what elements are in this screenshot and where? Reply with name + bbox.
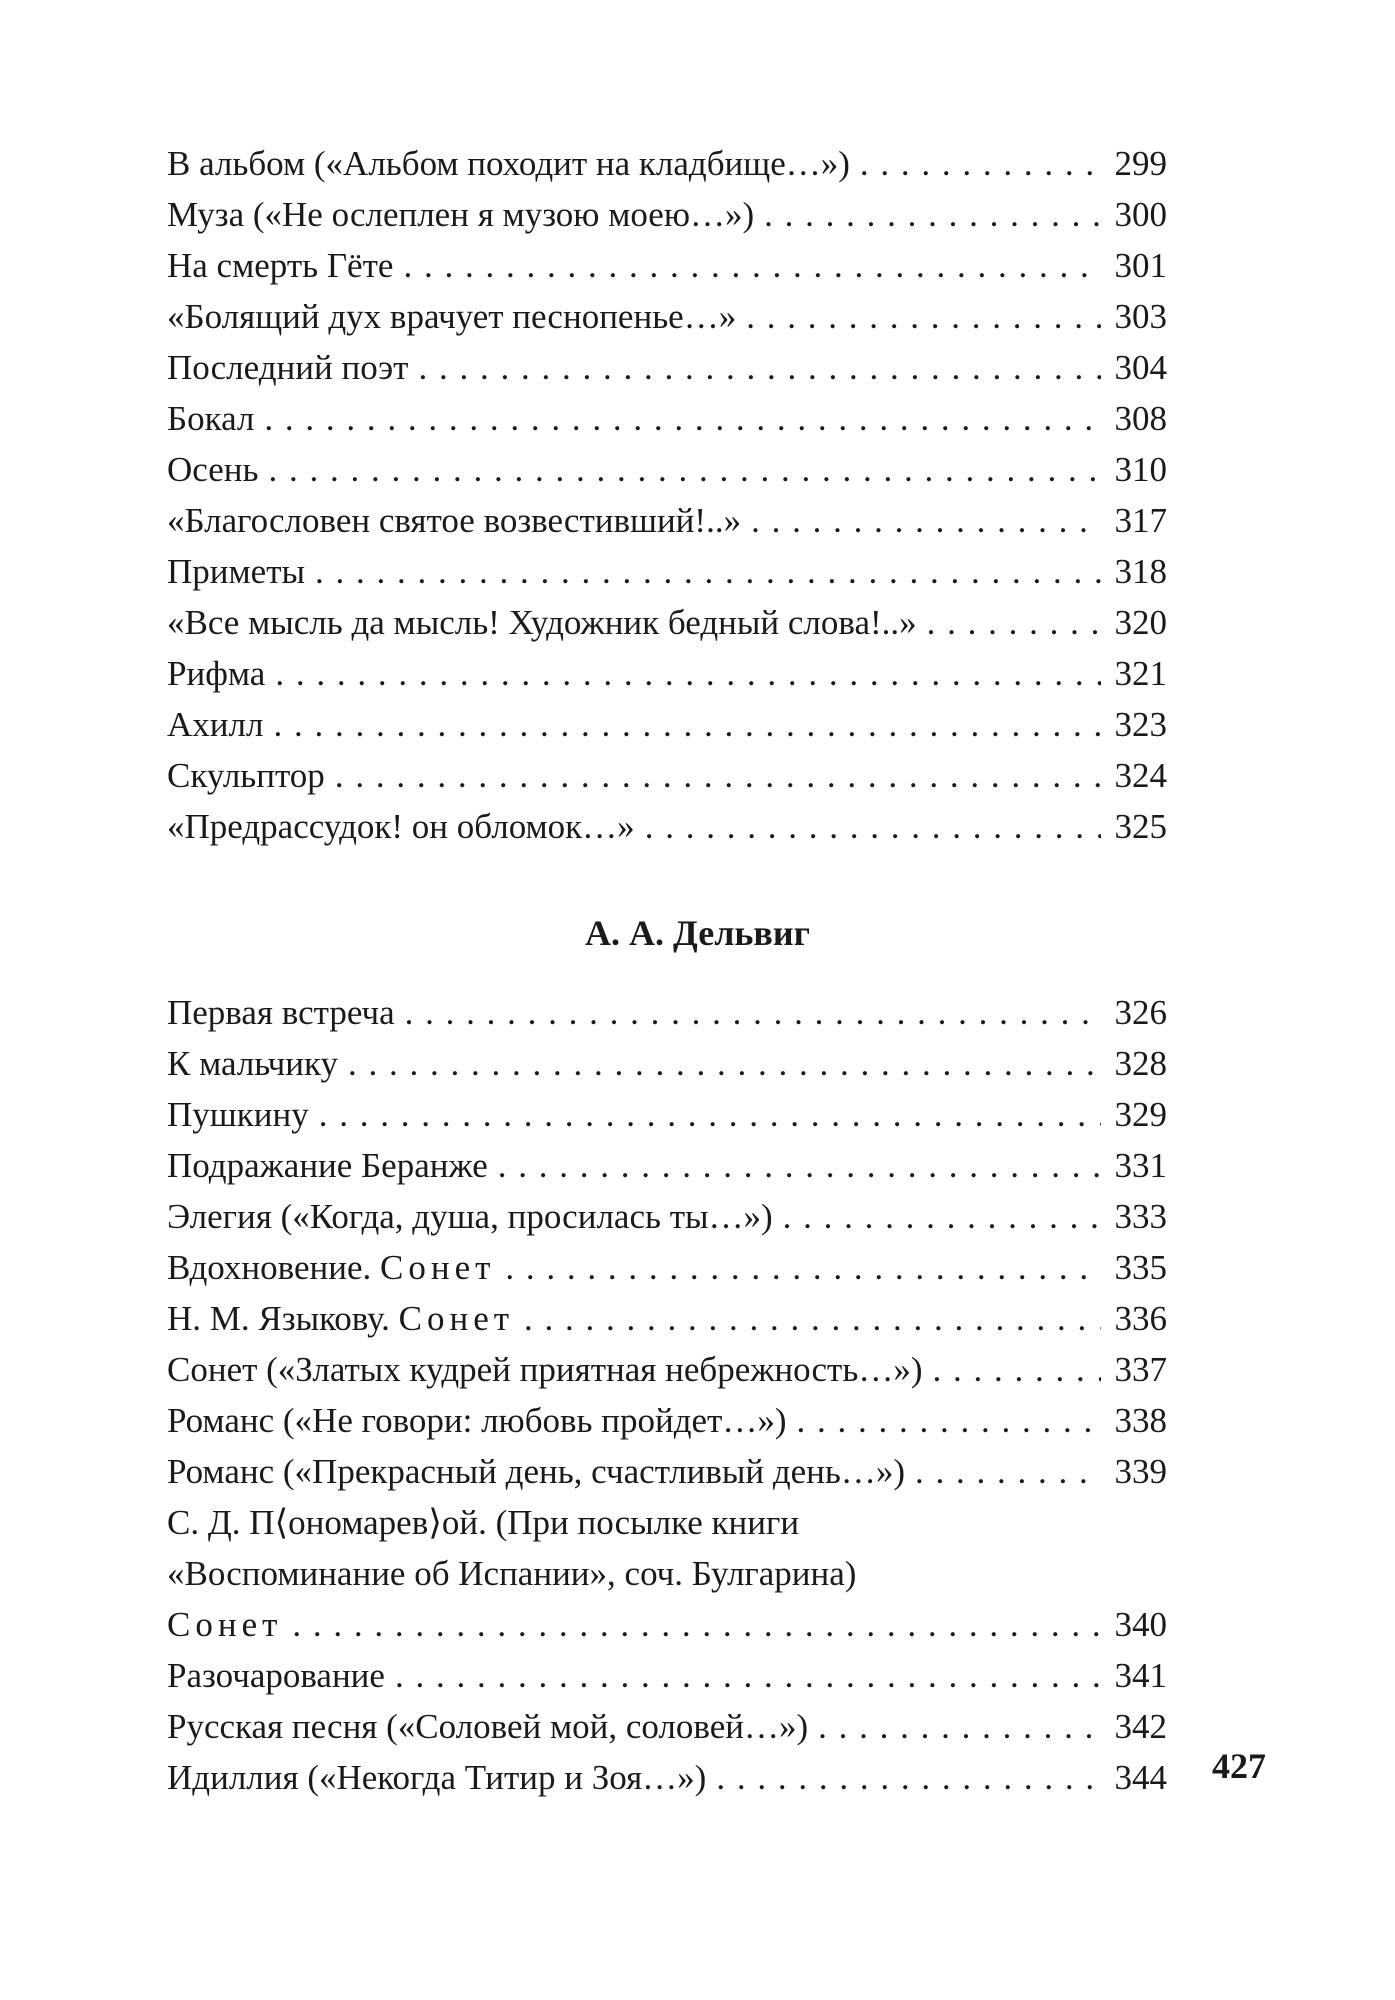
entry-title: К мальчику bbox=[167, 1044, 338, 1083]
entry-page: 326 bbox=[1114, 993, 1167, 1032]
dot-leader bbox=[932, 1344, 1101, 1395]
dot-leader bbox=[275, 648, 1101, 699]
dot-leader bbox=[395, 1650, 1101, 1701]
dot-leader bbox=[505, 1242, 1101, 1293]
dot-leader bbox=[746, 291, 1101, 342]
entry-title: Пушкину bbox=[167, 1095, 309, 1134]
entry-title: Русская песня («Соловей мой, соловей…») bbox=[167, 1707, 809, 1746]
entry-title: «Благословен святое возвестивший!..» bbox=[167, 501, 742, 540]
toc-entry bbox=[167, 1599, 1167, 1650]
dot-leader bbox=[273, 699, 1101, 750]
entry-title: Сонет («Златых кудрей приятная небрежность…») bbox=[167, 1350, 923, 1389]
entry-page: 329 bbox=[1114, 1095, 1167, 1134]
toc-entry-line: «Воспоминание об Испании», соч. Булгарина) bbox=[167, 1554, 857, 1593]
entry-title: «Все мысль да мысль! Художник бедный слова!..» bbox=[167, 603, 917, 642]
toc-entry bbox=[167, 546, 1167, 597]
dot-leader bbox=[927, 597, 1101, 648]
entry-title: Первая встреча bbox=[167, 993, 395, 1032]
toc-entry bbox=[167, 648, 1167, 699]
dot-leader bbox=[403, 240, 1101, 291]
entry-title: Рифма bbox=[167, 654, 266, 693]
toc-entry bbox=[167, 801, 1167, 852]
entry-page: 335 bbox=[1114, 1248, 1167, 1287]
toc-entry bbox=[167, 1242, 1167, 1293]
toc-entry bbox=[167, 1089, 1167, 1140]
toc-entry bbox=[167, 240, 1167, 291]
toc-section-a bbox=[167, 138, 1167, 852]
dot-leader bbox=[319, 1089, 1101, 1140]
dot-leader bbox=[348, 1038, 1101, 1089]
toc-entry bbox=[167, 1395, 1167, 1446]
dot-leader bbox=[268, 444, 1101, 495]
dot-leader bbox=[764, 189, 1101, 240]
dot-leader bbox=[915, 1446, 1101, 1497]
entry-title: Разочарование bbox=[167, 1656, 385, 1695]
entry-page: 339 bbox=[1114, 1452, 1167, 1491]
author-heading: А. А. Дельвиг bbox=[585, 913, 810, 953]
entry-title: В альбом («Альбом походит на кладбище…») bbox=[167, 144, 850, 183]
entry-title-spaced: Сонет bbox=[380, 1248, 496, 1287]
toc-entry bbox=[167, 1701, 1167, 1752]
entry-title-spaced: Сонет bbox=[398, 1299, 515, 1338]
entry-title: Элегия («Когда, душа, просилась ты…») bbox=[167, 1197, 773, 1236]
dot-leader bbox=[264, 393, 1101, 444]
toc-entry bbox=[167, 1191, 1167, 1242]
entry-title: Идиллия («Некогда Титир и Зоя…») bbox=[167, 1758, 707, 1797]
entry-page: 342 bbox=[1114, 1707, 1167, 1746]
dot-leader bbox=[418, 342, 1101, 393]
entry-page: 324 bbox=[1114, 756, 1167, 795]
toc-entry bbox=[167, 138, 1167, 189]
toc-entry bbox=[167, 1038, 1167, 1089]
toc-entry bbox=[167, 1344, 1167, 1395]
entry-page: 310 bbox=[1114, 450, 1167, 489]
entry-title: Муза («Не ослеплен я музою моею…») bbox=[167, 195, 755, 234]
entry-page: 301 bbox=[1114, 246, 1167, 285]
entry-page: 341 bbox=[1114, 1656, 1167, 1695]
dot-leader bbox=[797, 1395, 1102, 1446]
dot-leader bbox=[860, 138, 1101, 189]
entry-title: Бокал bbox=[167, 399, 255, 438]
entry-page: 328 bbox=[1114, 1044, 1167, 1083]
toc-entry bbox=[167, 987, 1167, 1038]
toc-entry bbox=[167, 393, 1167, 444]
entry-page: 323 bbox=[1114, 705, 1167, 744]
entry-page: 325 bbox=[1114, 807, 1167, 846]
dot-leader bbox=[335, 750, 1101, 801]
entry-title: «Предрассудок! он обломок…» bbox=[167, 807, 635, 846]
dot-leader bbox=[524, 1293, 1101, 1344]
toc-entry bbox=[167, 495, 1167, 546]
entry-title: Романс («Не говори: любовь пройдет…») bbox=[167, 1401, 787, 1440]
entry-page: 321 bbox=[1114, 654, 1167, 693]
toc-entry bbox=[167, 444, 1167, 495]
entry-title: Ахилл bbox=[167, 705, 264, 744]
entry-title bbox=[167, 1242, 495, 1293]
entry-title: Приметы bbox=[167, 552, 306, 591]
entry-page: 331 bbox=[1114, 1146, 1167, 1185]
dot-leader bbox=[751, 495, 1101, 546]
entry-title: Последний поэт bbox=[167, 348, 409, 387]
entry-page: 333 bbox=[1114, 1197, 1167, 1236]
dot-leader bbox=[716, 1752, 1101, 1803]
entry-title-main: Н. М. Языкову. bbox=[167, 1299, 390, 1338]
dot-leader bbox=[645, 801, 1101, 852]
entry-page: 300 bbox=[1114, 195, 1167, 234]
toc-entry bbox=[167, 1293, 1167, 1344]
entry-page: 299 bbox=[1114, 144, 1167, 183]
dot-leader bbox=[498, 1140, 1101, 1191]
toc-section-b bbox=[167, 987, 1167, 1803]
dot-leader bbox=[818, 1701, 1101, 1752]
toc-entry bbox=[167, 750, 1167, 801]
entry-page: 344 bbox=[1114, 1758, 1167, 1797]
entry-page: 308 bbox=[1114, 399, 1167, 438]
toc-entry-line: С. Д. П⟨ономарев⟩ой. (При посылке книги bbox=[167, 1503, 800, 1542]
entry-page: 317 bbox=[1114, 501, 1167, 540]
dot-leader bbox=[405, 987, 1101, 1038]
entry-page: 336 bbox=[1114, 1299, 1167, 1338]
entry-title: Подражание Беранже bbox=[167, 1146, 488, 1185]
entry-page: 318 bbox=[1114, 552, 1167, 591]
entry-title-spaced: Сонет bbox=[167, 1605, 283, 1644]
dot-leader bbox=[315, 546, 1101, 597]
toc-entry bbox=[167, 342, 1167, 393]
entry-page: 320 bbox=[1114, 603, 1167, 642]
toc-entry bbox=[167, 291, 1167, 342]
toc-entry bbox=[167, 699, 1167, 750]
entry-title-main: Вдохновение. bbox=[167, 1248, 372, 1287]
entry-page: 340 bbox=[1114, 1605, 1167, 1644]
toc-entry bbox=[167, 597, 1167, 648]
entry-title: Скульптор bbox=[167, 756, 325, 795]
entry-title: «Болящий дух врачует песнопенье…» bbox=[167, 297, 737, 336]
toc-entry bbox=[167, 189, 1167, 240]
entry-title: Романс («Прекрасный день, счастливый день…») bbox=[167, 1452, 906, 1491]
entry-title bbox=[167, 1293, 514, 1344]
entry-page: 304 bbox=[1114, 348, 1167, 387]
entry-page: 338 bbox=[1114, 1401, 1167, 1440]
dot-leader bbox=[783, 1191, 1101, 1242]
entry-title: Осень bbox=[167, 450, 259, 489]
toc-entry bbox=[167, 1446, 1167, 1497]
dot-leader bbox=[292, 1599, 1101, 1650]
page-number: 427 bbox=[1212, 1746, 1266, 1786]
toc-entry bbox=[167, 1140, 1167, 1191]
toc-entry bbox=[167, 1650, 1167, 1701]
entry-page: 303 bbox=[1114, 297, 1167, 336]
entry-page: 337 bbox=[1114, 1350, 1167, 1389]
entry-title: На смерть Гёте bbox=[167, 246, 394, 285]
toc-entry bbox=[167, 1752, 1167, 1803]
